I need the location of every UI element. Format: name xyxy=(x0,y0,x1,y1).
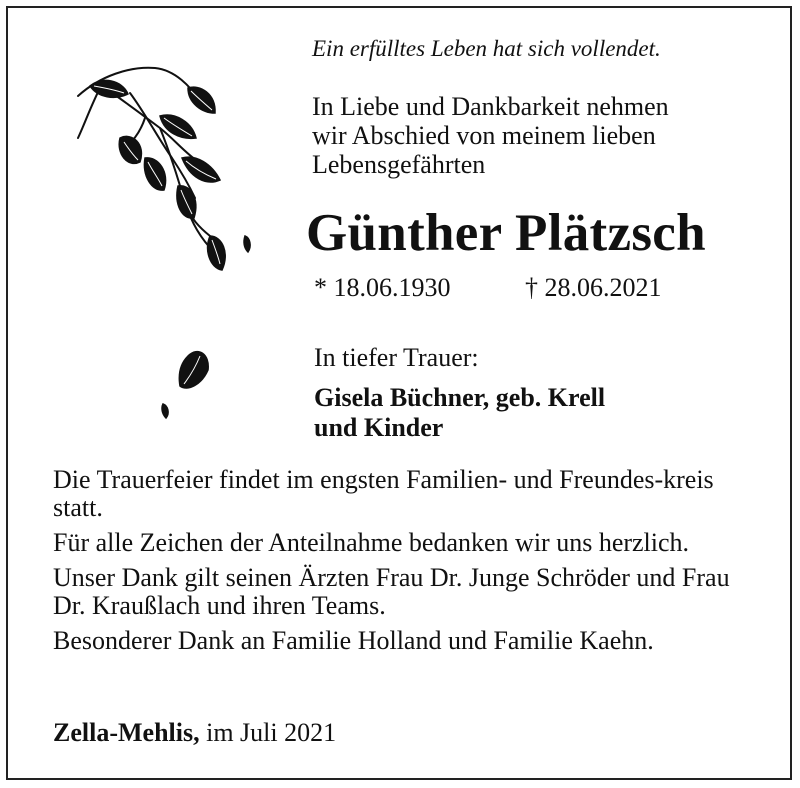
intro-text xyxy=(312,92,669,179)
deceased-name: Günther Plätzsch xyxy=(306,204,706,262)
death-date: † 28.06.2021 xyxy=(525,273,662,302)
body-paragraph: Die Trauerfeier findet im engsten Familien- und Freundes-kreis statt. xyxy=(53,465,714,522)
motto: Ein erfülltes Leben hat sich vollendet. xyxy=(312,36,661,61)
intro-line: wir Abschied von meinem lieben xyxy=(312,121,656,150)
notice-body xyxy=(53,466,753,662)
intro-line: In Liebe und Dankbarkeit nehmen xyxy=(312,92,669,121)
leaf-branch-icon xyxy=(60,58,270,428)
mourner-line: Gisela Büchner, geb. Krell xyxy=(314,383,606,412)
closing-place: Zella-Mehlis, xyxy=(53,718,200,747)
body-paragraph: Für alle Zeichen der Anteilnahme bedanken wir uns herzlich. xyxy=(53,528,690,557)
body-paragraph: Besonderer Dank an Familie Holland und Familie Kaehn. xyxy=(53,626,654,655)
mourner-line: und Kinder xyxy=(314,413,444,442)
birth-date: * 18.06.1930 xyxy=(314,273,451,302)
mourners xyxy=(314,383,605,443)
mourning-intro: In tiefer Trauer: xyxy=(314,343,479,372)
body-paragraph: Unser Dank gilt seinen Ärzten Frau Dr. Junge Schröder und Frau Dr. Kraußlach und ihren Teams. xyxy=(53,563,730,620)
closing-line xyxy=(53,718,336,748)
intro-line: Lebensgefährten xyxy=(312,150,486,179)
closing-date: im Juli 2021 xyxy=(206,718,337,747)
